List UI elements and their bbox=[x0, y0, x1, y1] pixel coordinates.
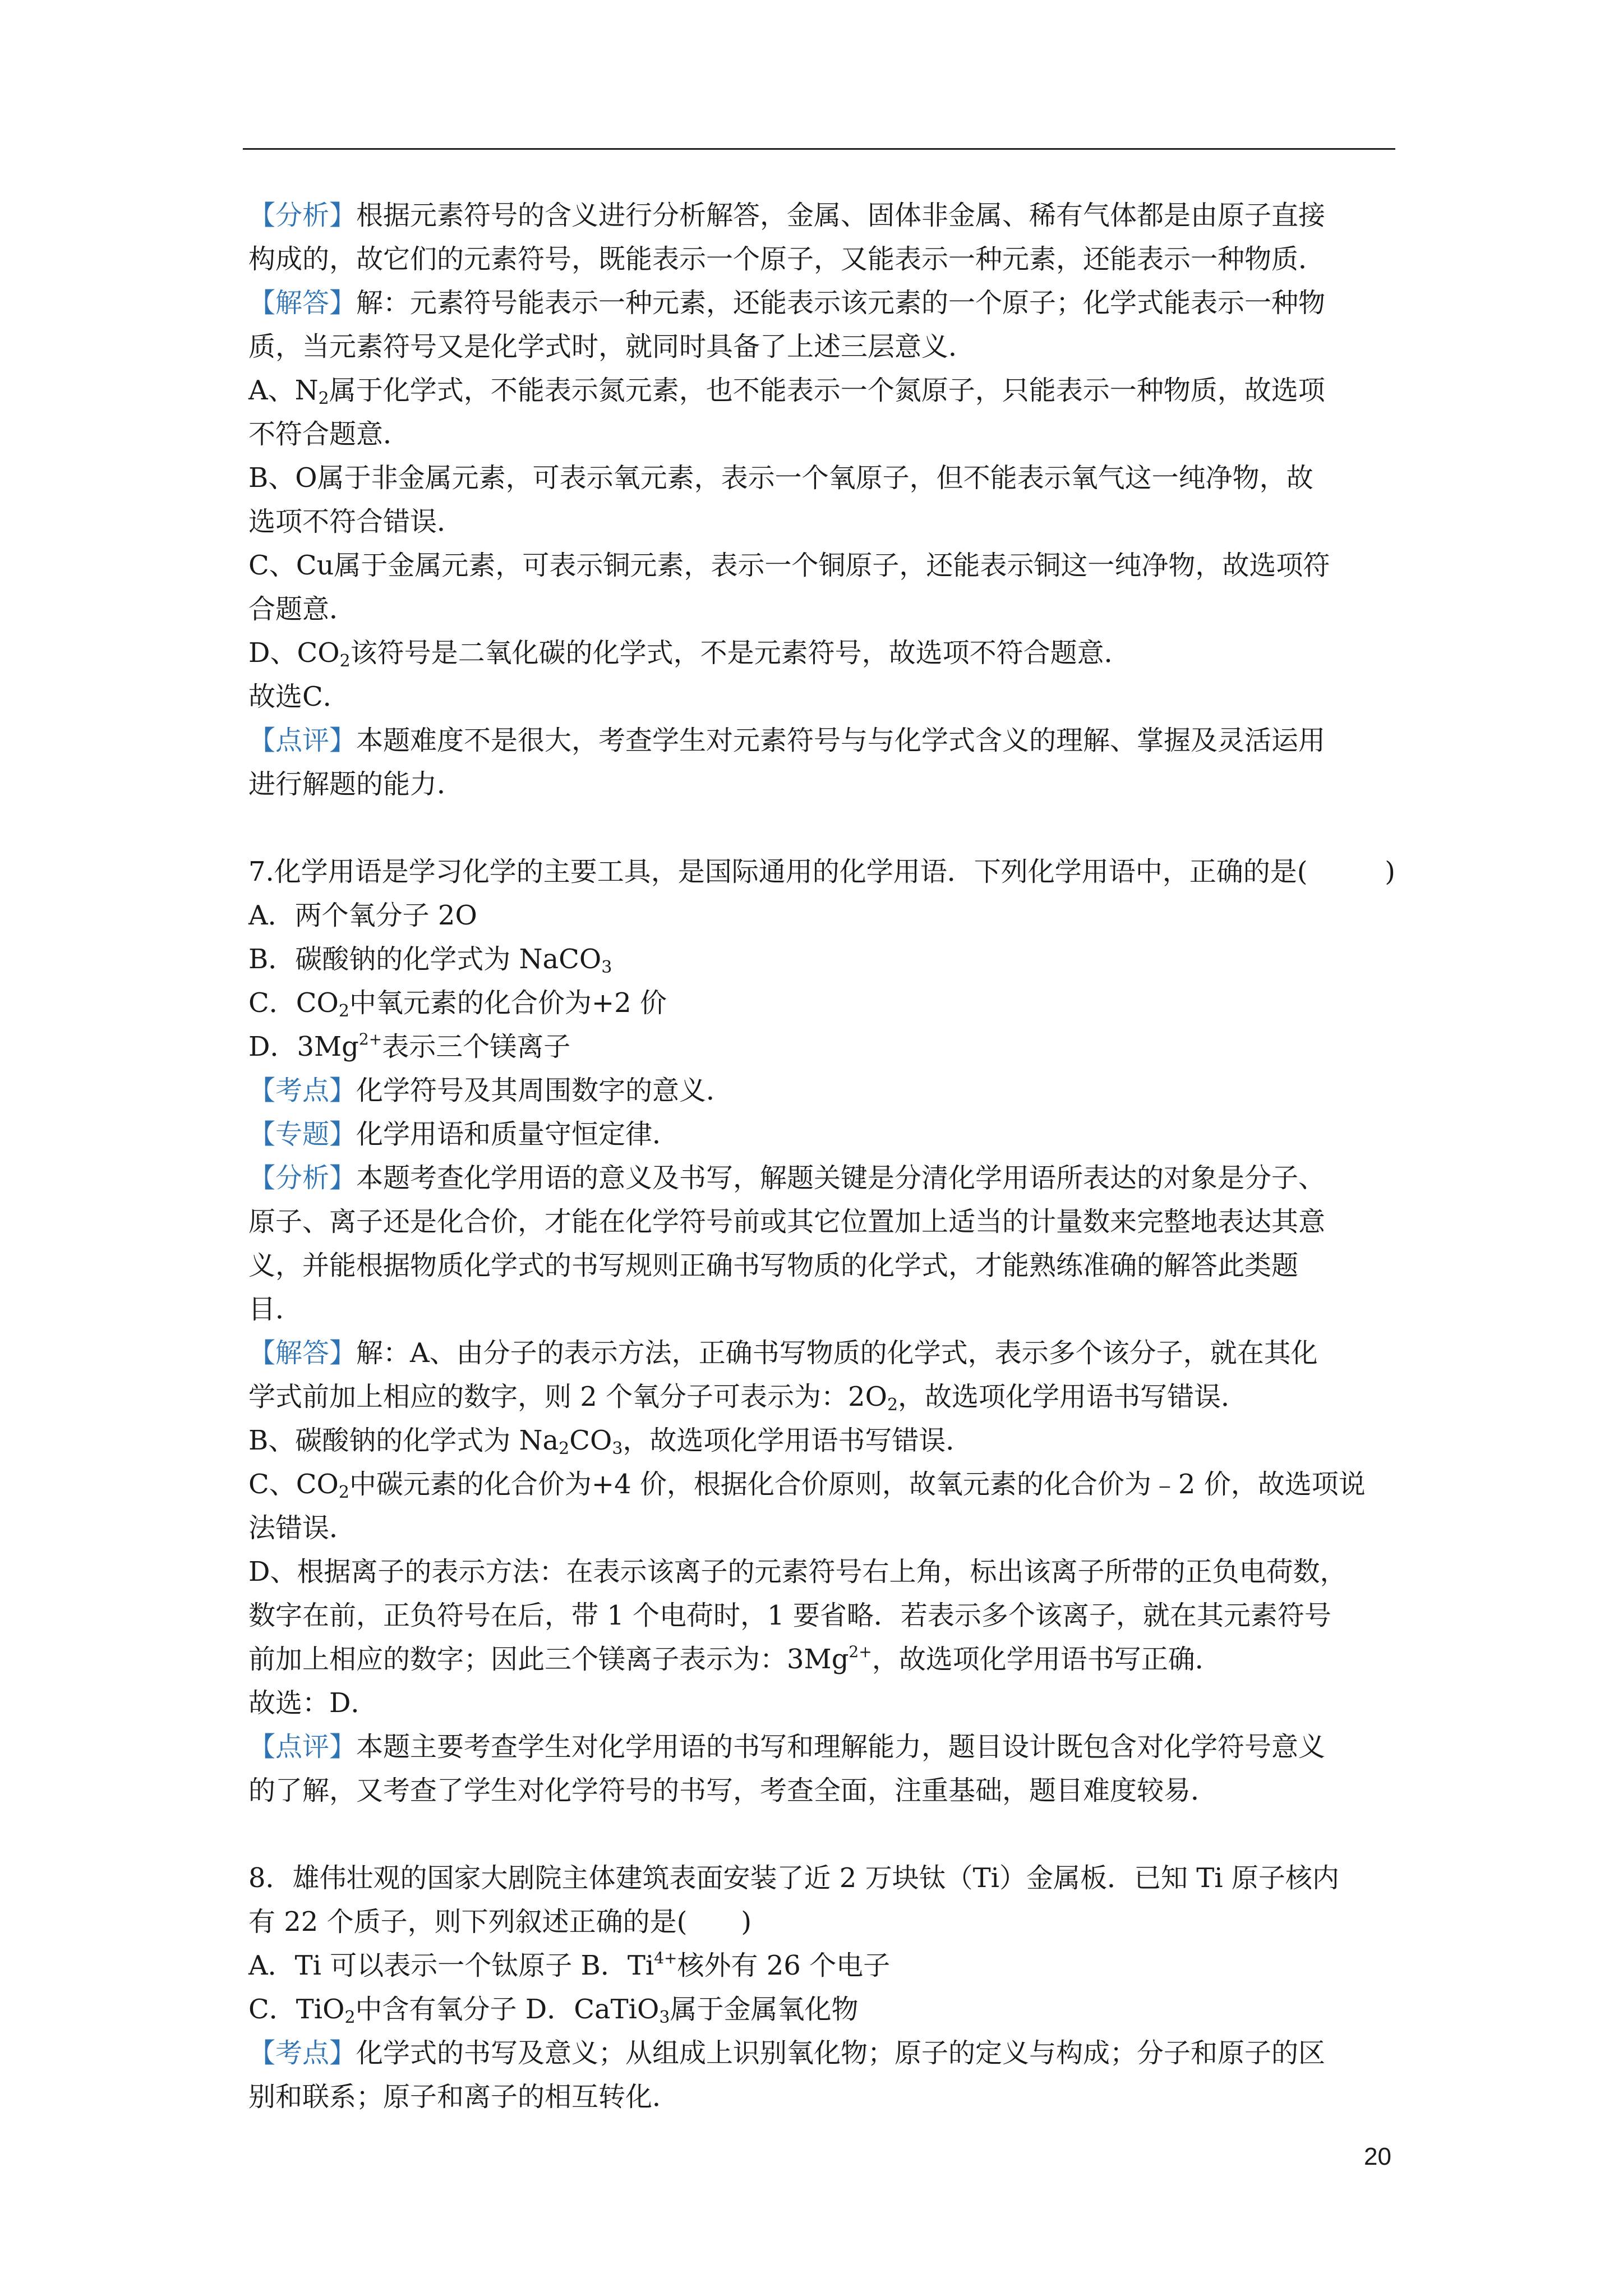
spacer bbox=[248, 1812, 1395, 1856]
comment-tag: 【点评】 bbox=[248, 1731, 357, 1763]
q7-option-a: A．两个氧分子 2O bbox=[248, 900, 477, 931]
q6-option-c-line-2: 合题意． bbox=[248, 593, 357, 625]
q7-stem: 7.化学用语是学习化学的主要工具，是国际通用的化学用语．下列化学用语中，正确的是( ) bbox=[248, 856, 1395, 887]
page-number: 20 bbox=[1364, 2143, 1391, 2170]
q6-analysis-line-2: 构成的，故它们的元素符号，既能表示一个原子，又能表示一种元素，还能表示一种物质． bbox=[248, 243, 1326, 275]
q7-exam-point: 【考点】化学符号及其周围数字的意义． bbox=[248, 1075, 734, 1106]
q6-answer-line-1: 【解答】解：元素符号能表示一种元素，还能表示该元素的一个原子；化学式能表示一种物 bbox=[248, 287, 1326, 319]
q6-comment-line-2: 进行解题的能力． bbox=[248, 769, 464, 800]
q7-analysis-line-3: 义，并能根据物质化学式的书写规则正确书写物质的化学式，才能熟练准确的解答此类题 bbox=[248, 1250, 1299, 1281]
q6-option-b-line-1: B、O属于非金属元素，可表示氧元素，表示一个氧原子，但不能表示氧气这一纯净物，故 bbox=[248, 462, 1313, 494]
q7-option-d: D．$3Mg^{2+}$表示三个镁离子 bbox=[248, 1030, 571, 1062]
q7-answer-d-line-1: D、根据离子的表示方法：在表示该离子的元素符号右上角，标出该离子所带的正负电荷数， bbox=[248, 1556, 1347, 1588]
q6-option-b-line-2: 选项不符合错误． bbox=[248, 506, 464, 537]
q7-comment-line-1: 【点评】本题主要考查学生对化学用语的书写和理解能力，题目设计既包含对化学符号意义 bbox=[248, 1731, 1326, 1763]
comment-tag: 【点评】 bbox=[248, 725, 357, 756]
topic-tag: 【专题】 bbox=[248, 1119, 357, 1150]
answer-tag: 【解答】 bbox=[248, 1337, 357, 1369]
exam-point-tag: 【考点】 bbox=[248, 1075, 357, 1106]
q8-exam-point-line-1: 【考点】化学式的书写及意义；从组成上识别氧化物；原子的定义与构成；分子和原子的区 bbox=[248, 2037, 1326, 2069]
q6-option-a-line-2: 不符合题意． bbox=[248, 418, 411, 450]
q7-answer-line-1: 【解答】解：A、由分子的表示方法，正确书写物质的化学式，表示多个该分子，就在其化 bbox=[248, 1337, 1318, 1369]
q8-options-ab: A．Ti 可以表示一个钛原子 B．$Ti^{4+}$核外有 26 个电子 bbox=[248, 1949, 891, 1981]
q7-option-b: B．碳酸钠的化学式为 NaCO$_3$ bbox=[248, 944, 612, 977]
q7-option-c: C．$CO_2$中氧元素的化合价为+2 价 bbox=[248, 987, 667, 1021]
q7-analysis-line-2: 原子、离子还是化合价，才能在化学符号前或其它位置加上适当的计量数来完整地表达其意 bbox=[248, 1206, 1326, 1237]
analysis-tag: 【分析】 bbox=[248, 1162, 357, 1194]
q6-answer-line-2: 质，当元素符号又是化学式时，就同时具备了上述三层意义． bbox=[248, 331, 976, 362]
q7-answer-line-2: 学式前加上相应的数字，则 2 个氧分子可表示为：$2O_2$，故选项化学用语书写错误． bbox=[248, 1381, 1248, 1415]
q6-analysis-line-1: 【分析】根据元素符号的含义进行分析解答，金属、固体非金属、稀有气体都是由原子直接 bbox=[248, 200, 1326, 231]
q7-topic: 【专题】化学用语和质量守恒定律． bbox=[248, 1119, 680, 1150]
q6-comment-line-1: 【点评】本题难度不是很大，考查学生对元素符号与与化学式含义的理解、掌握及灵活运用 bbox=[248, 725, 1326, 756]
q7-answer-c-line-2: 法错误． bbox=[248, 1512, 357, 1544]
q8-options-cd: C．TiO$_2$中含有氧分子 D．CaTiO$_3$属于金属氧化物 bbox=[248, 1994, 859, 2027]
q6-option-a-line-1: A、$N_2$属于化学式，不能表示氮元素，也不能表示一个氮原子，只能表示一种物质，故选项 bbox=[248, 375, 1325, 408]
spacer bbox=[248, 806, 1395, 850]
q8-exam-point-line-2: 别和联系；原子和离子的相互转化． bbox=[248, 2081, 680, 2113]
analysis-tag: 【分析】 bbox=[248, 200, 357, 231]
q7-analysis-line-4: 目． bbox=[248, 1294, 303, 1325]
exam-point-tag: 【考点】 bbox=[248, 2037, 357, 2069]
answer-tag: 【解答】 bbox=[248, 287, 357, 319]
q7-analysis-line-1: 【分析】本题考查化学用语的意义及书写，解题关键是分清化学用语所表达的对象是分子、 bbox=[248, 1162, 1326, 1194]
q7-answer-b: B、碳酸钠的化学式为 $Na_2CO_3$，故选项化学用语书写错误． bbox=[248, 1425, 973, 1458]
q6-choice: 故选C． bbox=[248, 681, 350, 712]
q6-option-d-line: D、$CO_2$该符号是二氧化碳的化学式，不是元素符号，故选项不符合题意． bbox=[248, 637, 1131, 671]
q7-answer-d-line-3: 前加上相应的数字；因此三个镁离子表示为：$3Mg^{2+}$，故选项化学用语书写正确． bbox=[248, 1642, 1222, 1675]
header-rule bbox=[243, 148, 1395, 150]
q8-stem-line-1: 8．雄伟壮观的国家大剧院主体建筑表面安装了近 2 万块钛（Ti）金属板．已知 Ti 原子核内 bbox=[248, 1862, 1339, 1894]
q7-answer-d-line-2: 数字在前，正负符号在后，带 1 个电荷时，1 要省略．若表示多个该离子，就在其元素符号 bbox=[248, 1600, 1331, 1631]
q8-stem-line-2: 有 22 个质子，则下列叙述正确的是( ) bbox=[248, 1906, 752, 1938]
q6-option-c-line-1: C、Cu属于金属元素，可表示铜元素，表示一个铜原子，还能表示铜这一纯净物，故选项符 bbox=[248, 550, 1330, 581]
q7-choice: 故选：D． bbox=[248, 1687, 378, 1719]
q7-answer-c-line-1: C、$CO_2$中碳元素的化合价为+4 价，根据化合价原则，故氧元素的化合价为﹣2 价，故选项说 bbox=[248, 1469, 1366, 1502]
q7-comment-line-2: 的了解，又考查了学生对化学符号的书写，考查全面，注重基础，题目难度较易． bbox=[248, 1775, 1218, 1806]
document-body bbox=[248, 194, 1395, 2119]
